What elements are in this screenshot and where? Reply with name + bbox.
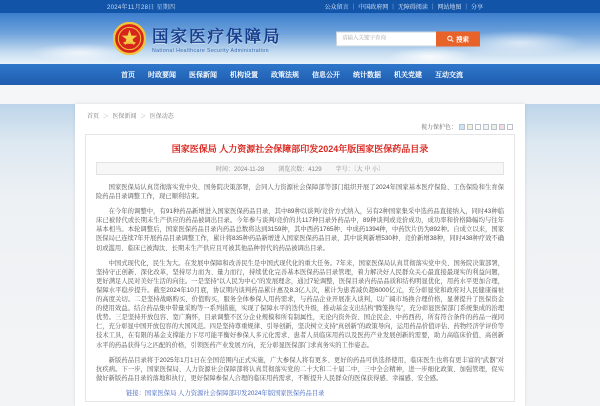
search-icon xyxy=(447,35,454,42)
meta-date xyxy=(216,164,264,173)
eye-color-swatch[interactable] xyxy=(483,124,489,130)
breadcrumb-home[interactable]: 首页 xyxy=(87,114,100,120)
link-public-message[interactable]: 公众留言 xyxy=(324,5,349,11)
article-body xyxy=(96,183,504,383)
link-share[interactable]: 分享 xyxy=(470,5,483,11)
article-meta-bar xyxy=(96,162,504,175)
top-utility-bar xyxy=(0,0,600,13)
eye-color-swatch[interactable] xyxy=(499,124,505,130)
nav-item-party-building[interactable]: 机关党建 xyxy=(394,71,422,79)
nav-item-statistics[interactable]: 统计数据 xyxy=(353,71,381,79)
article-paragraph: 国家医保局认真贯彻落实党中央、国务院决策部署，会同人力资源社会保障部等部门组织开展了2024年国家基本医疗保险、工伤保险和生育保险药品目录调整工作，现已顺利结束。 xyxy=(96,184,504,201)
article-paragraph: 中国式现代化，民生为大。在发展中保障和改善民生是中国式现代化的重大任务。7年来，国家医保局认真贯彻落实党中央、国务院决策部署，坚持守正创新、深化改革，坚持尽力而为、量力而行，持续优化完善基本医保药品目录管理，着力解决好人民群众关心最直接最现实的利益问题，更好满足人民对美好生活的向往。一是坚持“以人民为中心”的发展理念，通过7轮调整，医保目录内药品品质和结构明显优化，用药水平更加合理，保障水平稳步提升。截至2024年10月底，协议期内谈判药品累计惠及8.3亿人次，累计为患者减负超6000亿元，充分彰显党和政府对人民健康福祉的高度关切。二是坚持战略购买、价值购买，服务全体参保人用药需求，与药品企业开展准入谈判，以广阔市场换合理价格，显著提升了医保资金的使用效益。结合药品集中带量采购等一系列措施，实现了保障水平的迭代升级，推动基金支出结构“腾笼换鸟”，充分彰显医保部门系统集成的治理优势。三是坚持开放包容、宽广胸怀，目录调整不区分企业规模和所有制属性，无论内资外资、国企民企、中药西药，所有符合条件的药品一视同仁，充分彰显中国开放包容的大国风范。四是坚持尊重规律、引导创新，坚决树立支持“真创新”的政策导向，运用药品价值评估、药物经济学评价等技术工具，在有限的基金支撑能力下尽可能平衡好参保人多元化需求、患者人员临床用药以及医药产业发展创新的需要，助力高临床价值、高创新水平的药品获得与之匹配的价格，引领医药产业发展方向，充分彰显医保部门求真务实的工作姿态。 xyxy=(96,259,504,349)
link-sitemap[interactable]: 网站地图 xyxy=(437,5,462,11)
nav-item-info-disclosure[interactable]: 信息公开 xyxy=(312,71,340,79)
eye-color-swatch[interactable] xyxy=(475,124,481,130)
meta-fontsize xyxy=(336,164,384,173)
article-paragraph: 新版药品目录将于2025年1月1日在全国范围内正式实施，广大参保人将有更多、更好的药品可供选择使用，临床医生也将有更丰富的“武器”对抗疾病。下一步，国家医保局、人力资源社会保障部将认真贯彻落实党的二十大和二十届二中、三中全会精神，进一步细化政策、加强管理，促实做好新版药品目录的落地和执行，更好保障参保人合理的临床用药需求，不断提升人民群众的医保获得感、幸福感、安全感。 xyxy=(96,356,504,382)
breadcrumb xyxy=(85,109,515,121)
nav-item-interaction[interactable]: 互动交流 xyxy=(435,71,463,79)
meta-date-value: 2024-11-28 xyxy=(234,167,265,173)
nav-item-organization[interactable]: 机构设置 xyxy=(230,71,258,79)
meta-views-value: 4129 xyxy=(308,167,322,173)
primary-nav xyxy=(0,64,600,85)
link-separator: | xyxy=(392,3,394,10)
search-button[interactable] xyxy=(436,31,480,46)
utility-links xyxy=(325,2,483,11)
site-title: 国家医疗保障局 xyxy=(152,28,282,46)
site-header xyxy=(0,13,600,64)
content-card xyxy=(75,104,525,406)
site-title-en: National Healthcare Security Administration xyxy=(152,48,269,54)
search-input[interactable] xyxy=(336,31,436,46)
nav-item-policies[interactable]: 政策法规 xyxy=(271,71,299,79)
eye-protection-bar xyxy=(85,121,515,134)
nav-item-politics-news[interactable]: 时政要闻 xyxy=(148,71,176,79)
site-logo[interactable] xyxy=(113,22,282,55)
eye-color-swatch[interactable] xyxy=(507,124,513,130)
breadcrumb-news[interactable]: 医保新闻 xyxy=(112,114,137,120)
eye-color-swatch[interactable] xyxy=(459,124,465,130)
eye-color-swatch[interactable] xyxy=(491,124,497,130)
article-panel xyxy=(85,134,515,402)
nav-item-medical-insurance-news[interactable]: 医保新闻 xyxy=(189,71,217,79)
breadcrumb-separator: ＞ xyxy=(102,114,109,120)
main-area xyxy=(0,104,600,406)
eye-protection-label: 视力保护色： xyxy=(420,125,457,131)
breadcrumb-separator: ＞ xyxy=(140,114,147,120)
meta-date-label: 时间： xyxy=(216,167,235,173)
eye-color-swatch[interactable] xyxy=(467,124,473,130)
fontsize-options[interactable]: 〔大 中 小〕 xyxy=(353,167,384,173)
meta-views-label: 浏览次数： xyxy=(278,167,309,173)
search-button-label: 搜索 xyxy=(456,36,469,43)
meta-fontsize-label: 字号： xyxy=(335,167,354,173)
article-title: 国家医保局 人力资源社会保障部印发2024年版国家医保药品目录 xyxy=(171,144,429,154)
link-accessibility[interactable]: 无障碍阅读 xyxy=(397,5,428,11)
related-document-link[interactable]: 链接：国家医保局 人力资源社会保障部印发2024年版国家医保药品目录 xyxy=(126,389,325,397)
link-separator: | xyxy=(352,3,355,10)
nav-item-home[interactable]: 首页 xyxy=(121,71,135,79)
breadcrumb-current[interactable]: 医保动态 xyxy=(149,114,174,120)
related-link-line xyxy=(96,389,504,398)
meta-views xyxy=(278,164,321,173)
link-gov-site[interactable]: 中国政府网 xyxy=(358,5,389,11)
link-separator: | xyxy=(465,3,467,10)
current-date: 2024年11月28日 星期四 xyxy=(107,5,176,11)
national-emblem-icon xyxy=(113,22,146,55)
search-bar xyxy=(336,31,480,46)
link-separator: | xyxy=(431,3,434,10)
article-paragraph: 在今年的调整中，有91种药品新增进入国家医保药品目录，其中89种以谈判/竞价方式纳入，另有2种国家集采中选药品直接纳入，同时43种临床已被替代或长期未生产供应的药品被调出目录。今年参与谈判/竞价的共117种目录外药品中，89种谈判或竞价成功，成功率和价格降幅均与往年基本相当。本轮调整后，国家医保药品目录内药品总数将达到3159种，其中西药1765种、中成药1394种，中药饮片仍为892种。自成立以来，国家医保局已连续7年开展药品目录调整工作，累计将835种药品新增进入国家医保药品目录，其中谈判新增530种、竞价新增38种，同时438种疗效不确切或滥用、临床已被淘汰、长期未生产供应且可被其他品种替代的药品被调出目录。 xyxy=(96,208,504,252)
